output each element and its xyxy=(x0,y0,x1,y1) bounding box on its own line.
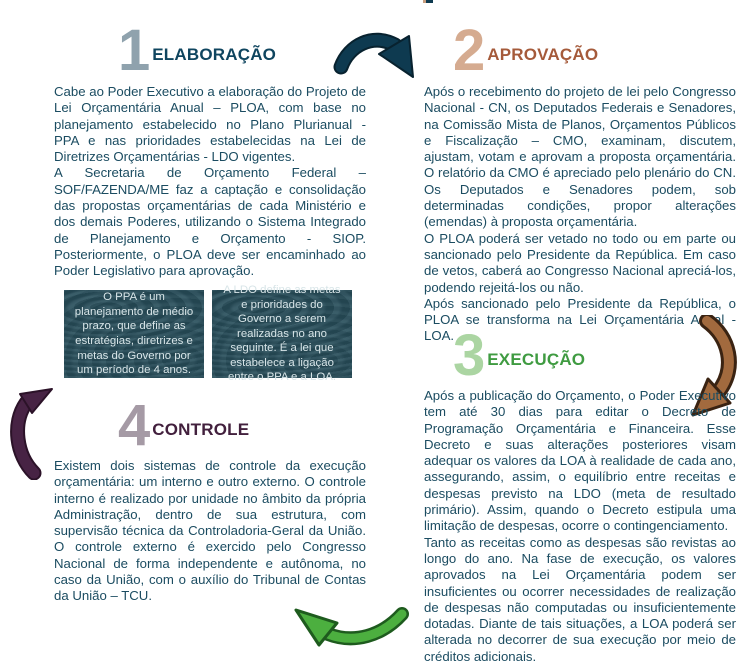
arrow-step1-to-step2-icon xyxy=(333,27,423,89)
section-1-title: ELABORAÇÃO xyxy=(152,44,277,64)
paragraph: Após sancionado pelo Presidente da República, o PLOA se transforma na Lei Orçamentária Anual - LOA. xyxy=(424,295,736,344)
info-box-ppa: O PPA é um planejamento de médio prazo, que define as estratégias, diretrizes e metas do Governo por um período de 4 anos. xyxy=(64,290,204,378)
paragraph: O PLOA poderá ser vetado no todo ou em parte ou sancionado pelo Presidente da República. Em caso de vetos, caberá ao Congresso Nacional apreciá-los, podendo rejeitá-los ou não. xyxy=(424,230,736,295)
paragraph: Após a publicação do Orçamento, o Poder Executivo tem até 30 dias para editar o Decreto de Programação Orçamentária e Financeira. Esse Decreto e suas alterações posteriores visam adequar os valores da LOA à realidade de cada ano, assegurando, assim, o equilíbrio entre receitas e despesas previsto na LDO (meta de resultado primário). Assim, quando o Decreto estipula uma limitação de despesas, ocorre o contingenciamento. xyxy=(424,388,736,534)
section-2-header xyxy=(453,18,599,83)
section-1-header xyxy=(118,18,277,83)
arrow-step4-loop-icon xyxy=(8,385,68,480)
section-4-text xyxy=(54,458,366,605)
paragraph: Existem dois sistemas de controle da execução orçamentária: um interno e outro externo. O controle interno é realizado por unidade no âmbito da própria Administração, dentro de sua estrutura, com supervisão técnica da Controladoria-Geral da União. O controle externo é exercido pelo Congresso Nacional de forma independente e autônoma, no caso da União, com o auxílio do Tribunal de Contas da União – TCU. xyxy=(54,458,366,604)
paragraph: Tanto as receitas como as despesas são revistas ao longo do ano. Na fase de execução, os valores aprovados na Lei Orçamentária podem ser insuficientes ou ocorrer necessidades de realização de despesas não computadas ou insuficientemente dotadas. Diante de tais situações, a LOA poderá ser alterada no decorrer de sua execução por meio de créditos adicionais. xyxy=(424,534,736,664)
section-3-header xyxy=(453,323,586,388)
section-2-text xyxy=(424,84,736,345)
section-3-title: EXECUÇÃO xyxy=(487,349,586,369)
section-3-text xyxy=(424,388,736,665)
paragraph: Cabe ao Poder Executivo a elaboração do Projeto de Lei Orçamentária Anual – PLOA, com base no planejamento estabelecido no Plano Plurianual - PPA e nas prioridades estabelecidas na Lei de Diretrizes Orçamentárias - LDO vigentes. xyxy=(54,84,366,165)
section-4-header xyxy=(118,393,250,458)
section-3-number: 3 xyxy=(453,323,484,388)
section-4-title: CONTROLE xyxy=(152,419,250,439)
section-1-text xyxy=(54,84,366,280)
paragraph: A Secretaria de Orçamento Federal – SOF/FAZENDA/ME faz a captação e consolidação das propostas orçamentárias de cada Ministério e dos demais Poderes, utilizando o Sistema Integrado de Planejamento e Orçamento - SIOP. Posteriormente, o PLOA deve ser encaminhado ao Poder Legislativo para aprovação. xyxy=(54,165,366,279)
info-boxes xyxy=(64,283,352,384)
section-1-number: 1 xyxy=(118,18,149,83)
section-2-number: 2 xyxy=(453,18,484,83)
arrow-step3-to-step4-icon xyxy=(290,602,410,657)
paragraph: Após o recebimento do projeto de lei pelo Congresso Nacional - CN, os Deputados Federais e Senadores, na Comissão Mista de Planos, Orçamentos Públicos e Fiscalização – CMO, examinam, discutem, ajustam, votam e aprovam a proposta orçamentária. O relatório da CMO é apreciado pelo plenário do CN. Os Deputados e Senadores podem, sob determinadas condições, propor alterações (emendas) à proposta orçamentária. xyxy=(424,84,736,230)
section-2-title: APROVAÇÃO xyxy=(487,44,599,64)
cropped-top-artifact xyxy=(423,0,433,3)
info-box-ldo: A LDO define as metas e prioridades do Governo a serem realizadas no ano seguinte. É a lei que estabelece a ligação entre o PPA e a LOA. xyxy=(212,290,352,378)
section-4-number: 4 xyxy=(118,393,149,458)
